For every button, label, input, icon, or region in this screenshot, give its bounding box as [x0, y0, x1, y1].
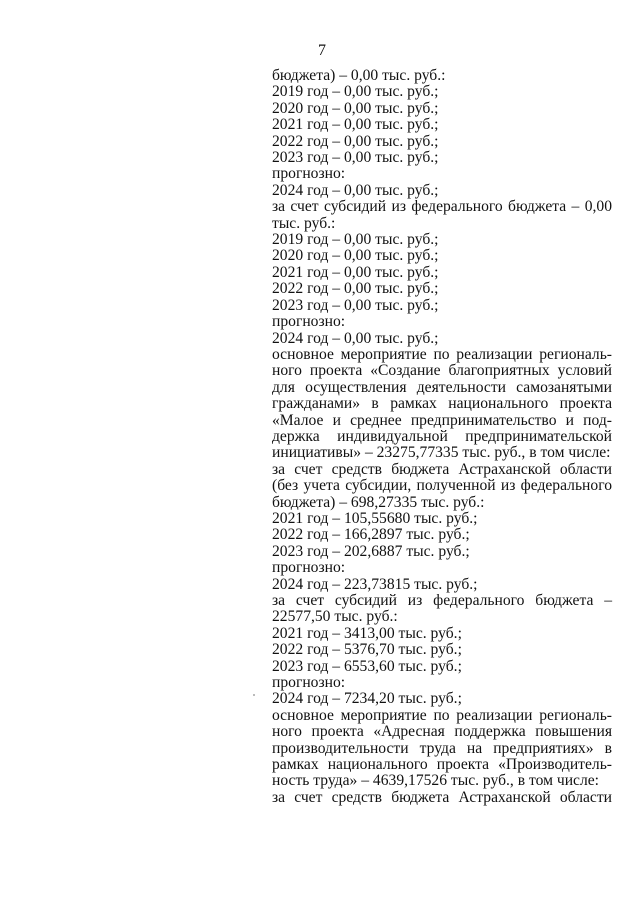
text-line: бюджета) – 698,27335 тыс. руб.: [272, 493, 485, 511]
text-line: прогнозно: [272, 559, 346, 577]
text-line: 2024 год – 0,00 тыс. руб.; [272, 181, 439, 199]
text-line: 2021 год – 0,00 тыс. руб.; [272, 116, 439, 134]
text-line: 2024 год – 223,73815 тыс. руб.; [272, 575, 478, 593]
text-line: 2021 год – 105,55680 тыс. руб.; [272, 509, 478, 527]
text-line: 2023 год – 0,00 тыс. руб.; [272, 149, 439, 167]
text-line: 2022 год – 0,00 тыс. руб.; [272, 132, 439, 150]
text-line: основное мероприятие по реализации региональ- [272, 345, 612, 363]
text-line: прогнозно: [272, 165, 346, 183]
text-line: 22577,50 тыс. руб.: [272, 608, 398, 626]
text-line: за счет субсидий из федерального бюджета – [272, 592, 612, 609]
text-line: 2022 год – 5376,70 тыс. руб.; [272, 641, 462, 659]
text-line: бюджета) – 0,00 тыс. руб.: [272, 67, 446, 84]
text-line: производительности труда на предприятиях» в [272, 739, 612, 757]
text-line: 2022 год – 0,00 тыс. руб.; [272, 280, 439, 298]
text-line: (без учета субсидии, полученной из федерального [272, 477, 612, 495]
text-line: 2019 год – 0,00 тыс. руб.; [272, 231, 439, 249]
text-line: инициативы» – 23275,77335 тыс. руб., в том числе: [272, 444, 611, 462]
text-line: ность труда» – 4639,17526 тыс. руб., в том числе: [272, 772, 600, 790]
text-line: держка индивидуальной предпринимательской [272, 427, 612, 445]
text-line: за счет субсидий из федерального бюджета – 0,00 [272, 198, 612, 216]
text-line: 2020 год – 0,00 тыс. руб.; [272, 247, 439, 265]
text-line: прогнозно: [272, 313, 346, 331]
text-line: тыс. руб.: [272, 214, 336, 232]
text-line: «Малое и среднее предпринимательство и под- [272, 411, 612, 429]
text-line: для осуществления деятельности самозанятыми [272, 378, 612, 396]
text-line: ного проекта «Создание благоприятных условий [272, 362, 612, 380]
text-line: рамках национального проекта «Производитель- [272, 756, 612, 774]
text-line: 2023 год – 6553,60 тыс. руб.; [272, 657, 462, 675]
page-number: 7 [318, 42, 326, 59]
text-line: 2022 год – 166,2897 тыс. руб.; [272, 526, 470, 544]
text-line: 2024 год – 7234,20 тыс. руб.; [272, 690, 462, 708]
text-line: 2023 год – 202,6887 тыс. руб.; [272, 542, 470, 560]
text-line: 2020 год – 0,00 тыс. руб.; [272, 99, 439, 117]
text-line: 2023 год – 0,00 тыс. руб.; [272, 296, 439, 314]
text-line: прогнозно: [272, 674, 346, 692]
margin-mark [253, 694, 255, 696]
text-line: 2021 год – 3413,00 тыс. руб.; [272, 624, 462, 642]
text-line: ного проекта «Адресная поддержка повышения [272, 723, 612, 741]
text-line: 2024 год – 0,00 тыс. руб.; [272, 329, 439, 347]
text-line: за счет средств бюджета Астраханской области [272, 788, 612, 806]
text-line: 2019 год – 0,00 тыс. руб.; [272, 83, 439, 101]
text-line: за счет средств бюджета Астраханской области [272, 460, 612, 478]
text-line: 2021 год – 0,00 тыс. руб.; [272, 263, 439, 281]
text-line: основное мероприятие по реализации региональ- [272, 706, 612, 724]
text-line: гражданами» в рамках национального проекта [272, 395, 612, 413]
document-body [272, 68, 612, 806]
